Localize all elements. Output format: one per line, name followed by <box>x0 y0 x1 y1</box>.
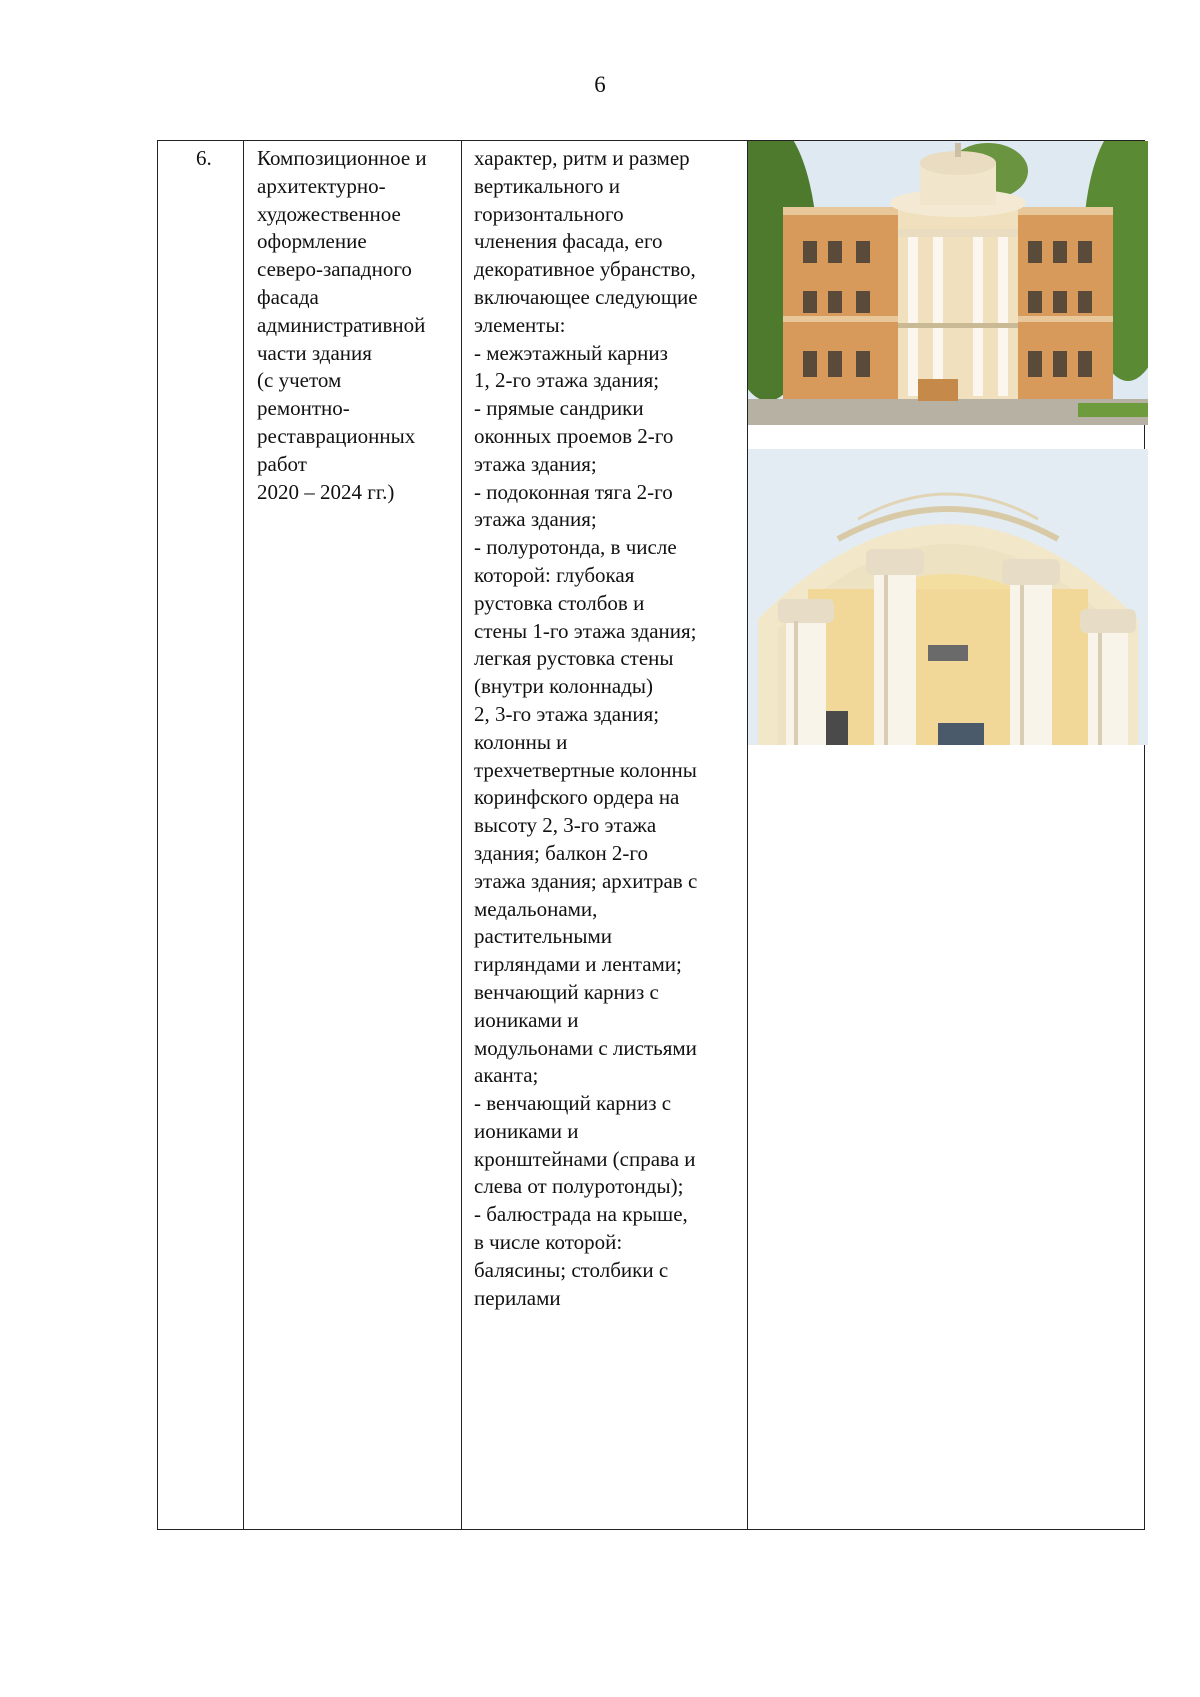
column-index <box>158 141 244 1529</box>
building-facade-photo <box>748 141 1148 425</box>
elements-description: характер, ритм и размер вертикального и горизонтального членения фасада, его декоративное убранство, включающее следующие элементы: - межэтажный карниз 1, 2-го этажа здания; - прямые сандрики оконных проемов 2-го этажа здания; - подоконная тяга 2-го этажа здания; - полуротонда, в числе которой: глубокая рустовка столбов и стены 1-го этажа здания; легкая рустовка стены (внутри колоннады) 2, 3-го этажа здания; колонны и трехчетвертные колонны коринфского ордера на высоту 2, 3-го этажа здания; балкон 2-го этажа здания; архитрав с медальонами, растительными гирляндами и лентами; венчающий карниз с иониками и модульонами с листьями аканта; - венчающий карниз с иониками и кронштейнами (справа и слева от полуротонды); - балюстрада на крыше, в числе которой: балясины; столбики с перилами <box>474 146 698 1310</box>
column-elements <box>462 141 748 1529</box>
heritage-table <box>157 140 1145 1530</box>
page-number: 6 <box>594 72 606 97</box>
column-object <box>244 141 462 1529</box>
row-index: 6. <box>196 146 212 170</box>
rotunda-colonnade-photo <box>748 449 1148 745</box>
object-description: Композиционное и архитектурно- художественное оформление северо-западного фасада административной части здания (с учетом ремонтно- реставрационных работ 2020 – 2024 гг.) <box>257 146 427 504</box>
column-photos <box>748 141 1144 1529</box>
